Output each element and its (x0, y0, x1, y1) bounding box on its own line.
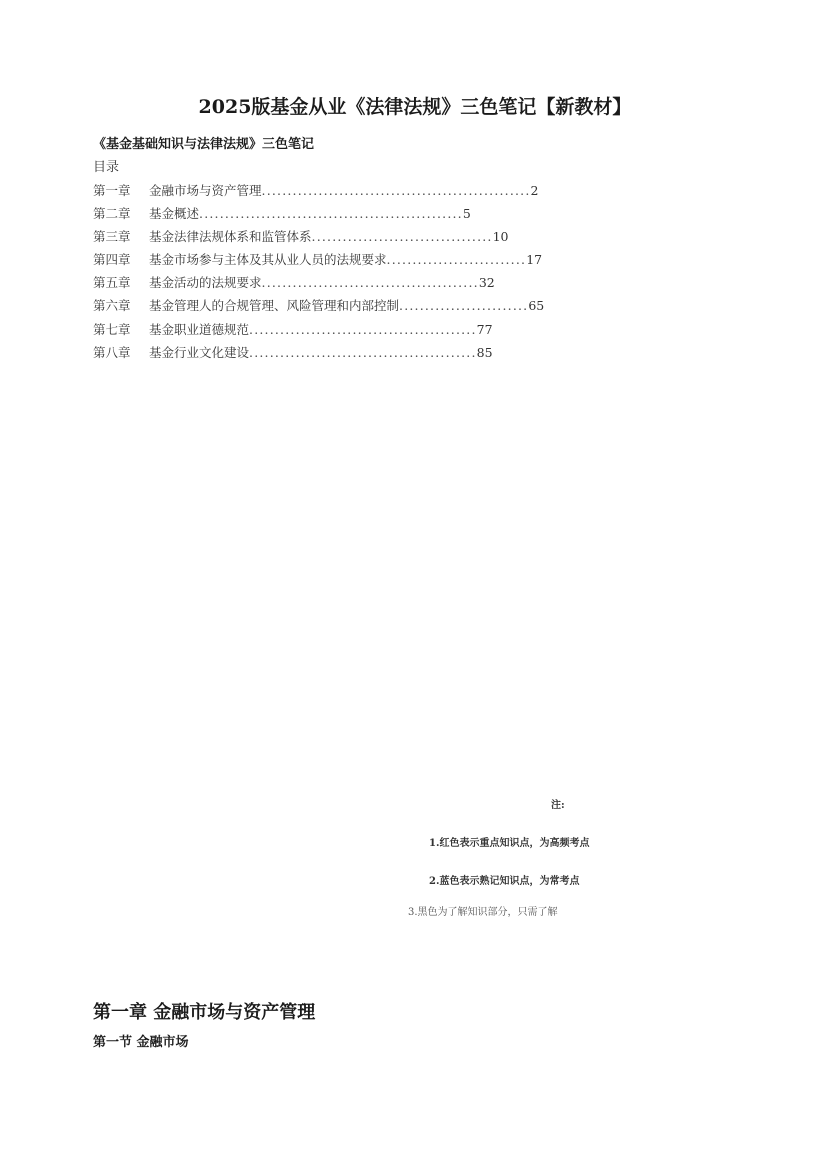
toc-page-number: 17 (526, 252, 543, 268)
toc-page-number: 10 (492, 229, 509, 245)
toc-heading: 目录 (93, 160, 120, 175)
toc-chapter-title: 基金管理人的合规管理、风险管理和内部控制 (149, 298, 400, 314)
toc-leader-dots: ................................... (311, 229, 493, 245)
toc-leader-dots: ........................... (386, 252, 527, 268)
toc-leader-dots: ............................................ (249, 321, 477, 337)
toc-leader-dots: .................................................... (261, 183, 531, 198)
toc-chapter-number: 第二章 (93, 206, 131, 222)
note-red-meaning: 1.红色表示重点知识点，为高频考点 (429, 838, 590, 849)
toc-page-number: 65 (528, 298, 545, 314)
toc-chapter-number: 第三章 (93, 229, 131, 245)
toc-chapter-title: 基金市场参与主体及其从业人员的法规要求 (149, 252, 387, 268)
toc-page-number: 85 (476, 344, 493, 360)
toc-leader-dots: ............................................ (249, 344, 477, 360)
toc-chapter-title: 基金行业文化建设 (149, 344, 250, 360)
toc-item[interactable] (93, 248, 544, 271)
toc-leader-dots: ................................................... (199, 206, 463, 222)
toc-page-number: 32 (478, 275, 495, 291)
document-subtitle: 《基金基础知识与法律法规》三色笔记 (93, 137, 315, 152)
toc-item[interactable] (93, 179, 544, 202)
toc-chapter-number: 第六章 (93, 298, 131, 314)
toc-page-number: 5 (462, 206, 471, 222)
note-blue-meaning: 2.蓝色表示熟记知识点，为常考点 (429, 876, 580, 887)
chapter-heading: 第一章 金融市场与资产管理 (93, 1002, 316, 1023)
document-title: 2025版基金从业《法律法规》三色笔记【新教材】 (198, 96, 632, 118)
toc-chapter-title: 金融市场与资产管理 (149, 183, 262, 198)
toc-chapter-number: 第四章 (93, 252, 131, 268)
toc-item[interactable] (93, 271, 544, 294)
note-black-meaning: 3.黑色为了解知识部分，只需了解 (408, 907, 558, 918)
notes-title: 注: (551, 800, 565, 811)
toc-item[interactable] (93, 202, 544, 225)
toc-leader-dots: .......................................... (261, 275, 479, 291)
toc-chapter-title: 基金概述 (149, 206, 200, 222)
toc-page-number: 77 (476, 321, 493, 337)
section-heading: 第一节 金融市场 (93, 1035, 189, 1050)
toc-chapter-number: 第五章 (93, 275, 131, 291)
toc-item[interactable] (93, 341, 544, 364)
table-of-contents (93, 179, 544, 364)
toc-chapter-number: 第八章 (93, 344, 131, 360)
toc-leader-dots: ......................... (399, 298, 529, 314)
toc-chapter-number: 第一章 (93, 183, 131, 198)
toc-item[interactable] (93, 318, 544, 341)
toc-item[interactable] (93, 225, 544, 248)
toc-chapter-title: 基金职业道德规范 (149, 321, 250, 337)
toc-page-number: 2 (530, 183, 539, 198)
toc-chapter-number: 第七章 (93, 321, 131, 337)
toc-chapter-title: 基金活动的法规要求 (149, 275, 262, 291)
toc-chapter-title: 基金法律法规体系和监管体系 (149, 229, 312, 245)
toc-item[interactable] (93, 294, 544, 317)
